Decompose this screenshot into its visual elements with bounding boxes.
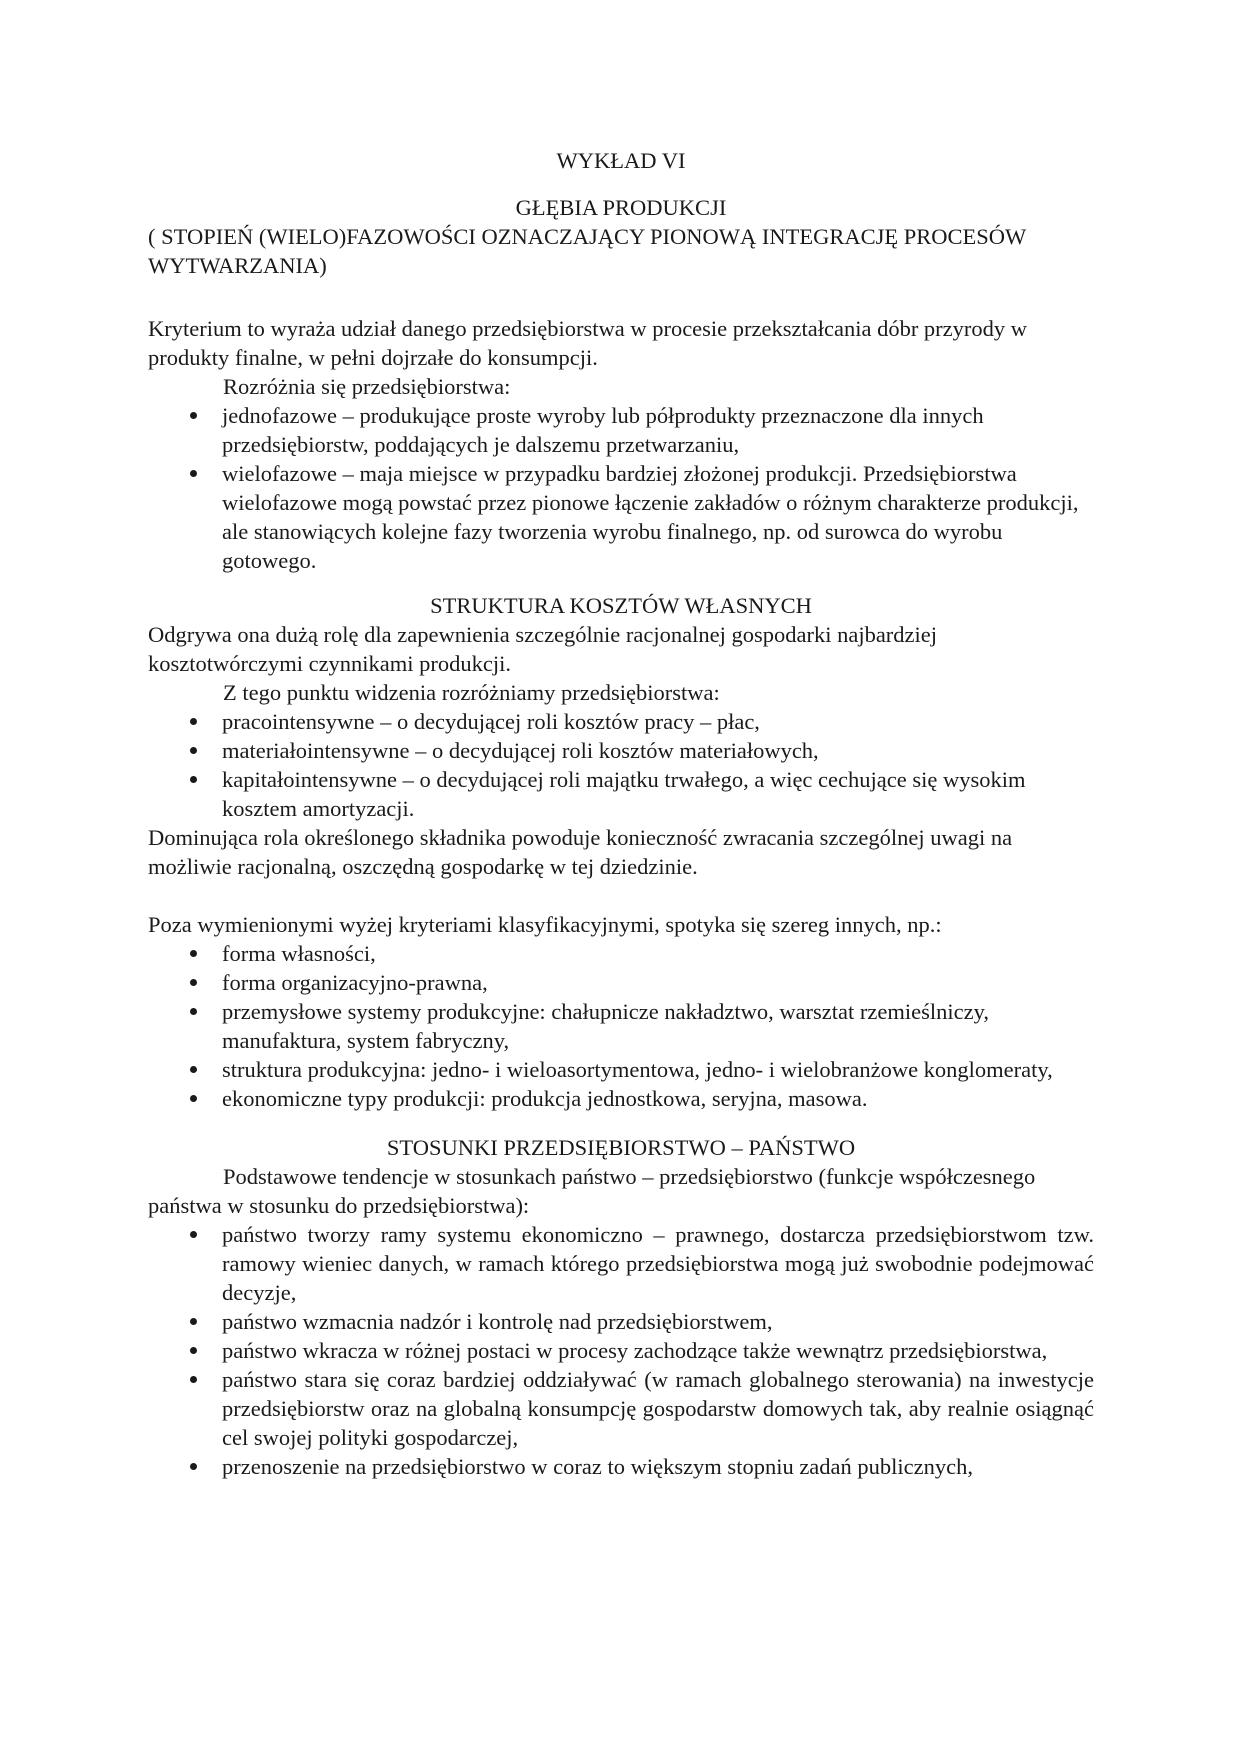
bullet-icon <box>190 979 197 986</box>
bullet-icon <box>190 1463 197 1470</box>
list-item: kapitałointensywne – o decydującej roli majątku trwałego, a więc cechujące się wysokim kosztem amortyzacji. <box>148 765 1094 823</box>
section4-heading: STOSUNKI PRZEDSIĘBIORSTWO – PAŃSTWO <box>386 1135 856 1160</box>
bullet-icon <box>190 747 197 754</box>
section2-lead: Z tego punktu widzenia rozróżniamy przedsiębiorstwa: <box>223 680 720 705</box>
section3-list <box>148 939 1094 1113</box>
list-item: pracointensywne – o decydującej roli kosztów pracy – płac, <box>148 707 1094 736</box>
section-enterprise-state <box>148 1133 1094 1481</box>
bullet-icon <box>190 1318 197 1325</box>
document-page <box>148 146 1094 1481</box>
section2-list <box>148 707 1094 823</box>
section1-lead: Rozróżnia się przedsiębiorstwa: <box>223 374 511 399</box>
list-item: ekonomiczne typy produkcji: produkcja jednostkowa, seryjna, masowa. <box>148 1084 1094 1113</box>
list-item: jednofazowe – produkujące proste wyroby lub półprodukty przeznaczone dla innych przedsiębiorstw, poddających je dalszemu przetwarzaniu, <box>148 401 1094 459</box>
section4-list <box>148 1220 1094 1481</box>
bullet-icon <box>190 1347 197 1354</box>
bullet-icon <box>190 1231 197 1238</box>
section-cost-structure <box>148 591 1094 881</box>
section3-intro: Poza wymienionymi wyżej kryteriami klasyfikacyjnymi, spotyka się szereg innych, np.: <box>148 912 942 937</box>
list-item: państwo wkracza w różnej postaci w procesy zachodzące także wewnątrz przedsiębiorstwa, <box>148 1336 1094 1365</box>
bullet-icon <box>190 1376 197 1383</box>
section2-heading: STRUKTURA KOSZTÓW WŁASNYCH <box>430 593 812 618</box>
list-item: państwo stara się coraz bardziej oddziaływać (w ramach globalnego sterowania) na inwestycje przedsiębiorstw oraz na globalną konsumpcję gospodarstw domowych tak, aby realnie osiągnąć cel swojej polityki gospodarczej, <box>148 1365 1094 1452</box>
list-item: forma organizacyjno-prawna, <box>148 968 1094 997</box>
bullet-icon <box>190 776 197 783</box>
list-item: przemysłowe systemy produkcyjne: chałupnicze nakładztwo, warsztat rzemieślniczy, manufaktura, system fabryczny, <box>148 997 1094 1055</box>
section2-intro: Odgrywa ona dużą rolę dla zapewnienia szczególnie racjonalnej gospodarki najbardziej kosztotwórczymi czynnikami produkcji. <box>148 622 938 676</box>
bullet-icon <box>190 718 197 725</box>
list-item: państwo tworzy ramy systemu ekonomiczno – prawnego, dostarcza przedsiębiorstwom tzw. ramowy wieniec danych, w ramach którego przedsiębiorstwa mogą już swobodnie podejmować decyzje, <box>148 1220 1094 1307</box>
list-item: państwo wzmacnia nadzór i kontrolę nad przedsiębiorstwem, <box>148 1307 1094 1336</box>
bullet-icon <box>190 1095 197 1102</box>
section1-list <box>148 401 1094 575</box>
list-item: struktura produkcyjna: jedno- i wieloasortymentowa, jedno- i wielobranżowe konglomeraty, <box>148 1055 1094 1084</box>
section4-intro: Podstawowe tendencje w stosunkach państwo – przedsiębiorstwo (funkcje współczesnego państwa w stosunku do przedsiębiorstwa): <box>148 1164 1036 1218</box>
section1-subheading: ( STOPIEŃ (WIELO)FAZOWOŚCI OZNACZAJĄCY PIONOWĄ INTEGRACJĘ PROCESÓW WYTWARZANIA) <box>148 224 1026 278</box>
section1-intro: Kryterium to wyraża udział danego przedsiębiorstwa w procesie przekształcania dóbr przyrody w produkty finalne, w pełni dojrzałe do konsumpcji. <box>148 316 1028 370</box>
bullet-icon <box>190 950 197 957</box>
section1-heading: GŁĘBIA PRODUKCJI <box>515 195 727 220</box>
list-item: wielofazowe – maja miejsce w przypadku bardziej złożonej produkcji. Przedsiębiorstwa wielofazowe mogą powstać przez pionowe łączenie zakładów o różnym charakterze produkcji, ale stanowiących kolejne fazy tworzenia wyrobu finalnego, np. od surowca do wyrobu gotowego. <box>148 459 1094 575</box>
lecture-title: WYKŁAD VI <box>556 148 686 173</box>
section-depth-of-production <box>148 193 1094 575</box>
section-other-criteria <box>148 910 1094 1113</box>
bullet-icon <box>190 1066 197 1073</box>
bullet-icon <box>190 1008 197 1015</box>
section2-closing: Dominująca rola określonego składnika powoduje konieczność zwracania szczególnej uwagi na możliwie racjonalną, oszczędną gospodarkę w tej dziedzinie. <box>148 825 1013 879</box>
bullet-icon <box>190 412 197 419</box>
list-item: materiałointensywne – o decydującej roli kosztów materiałowych, <box>148 736 1094 765</box>
list-item: forma własności, <box>148 939 1094 968</box>
bullet-icon <box>190 470 197 477</box>
list-item: przenoszenie na przedsiębiorstwo w coraz to większym stopniu zadań publicznych, <box>148 1452 1094 1481</box>
